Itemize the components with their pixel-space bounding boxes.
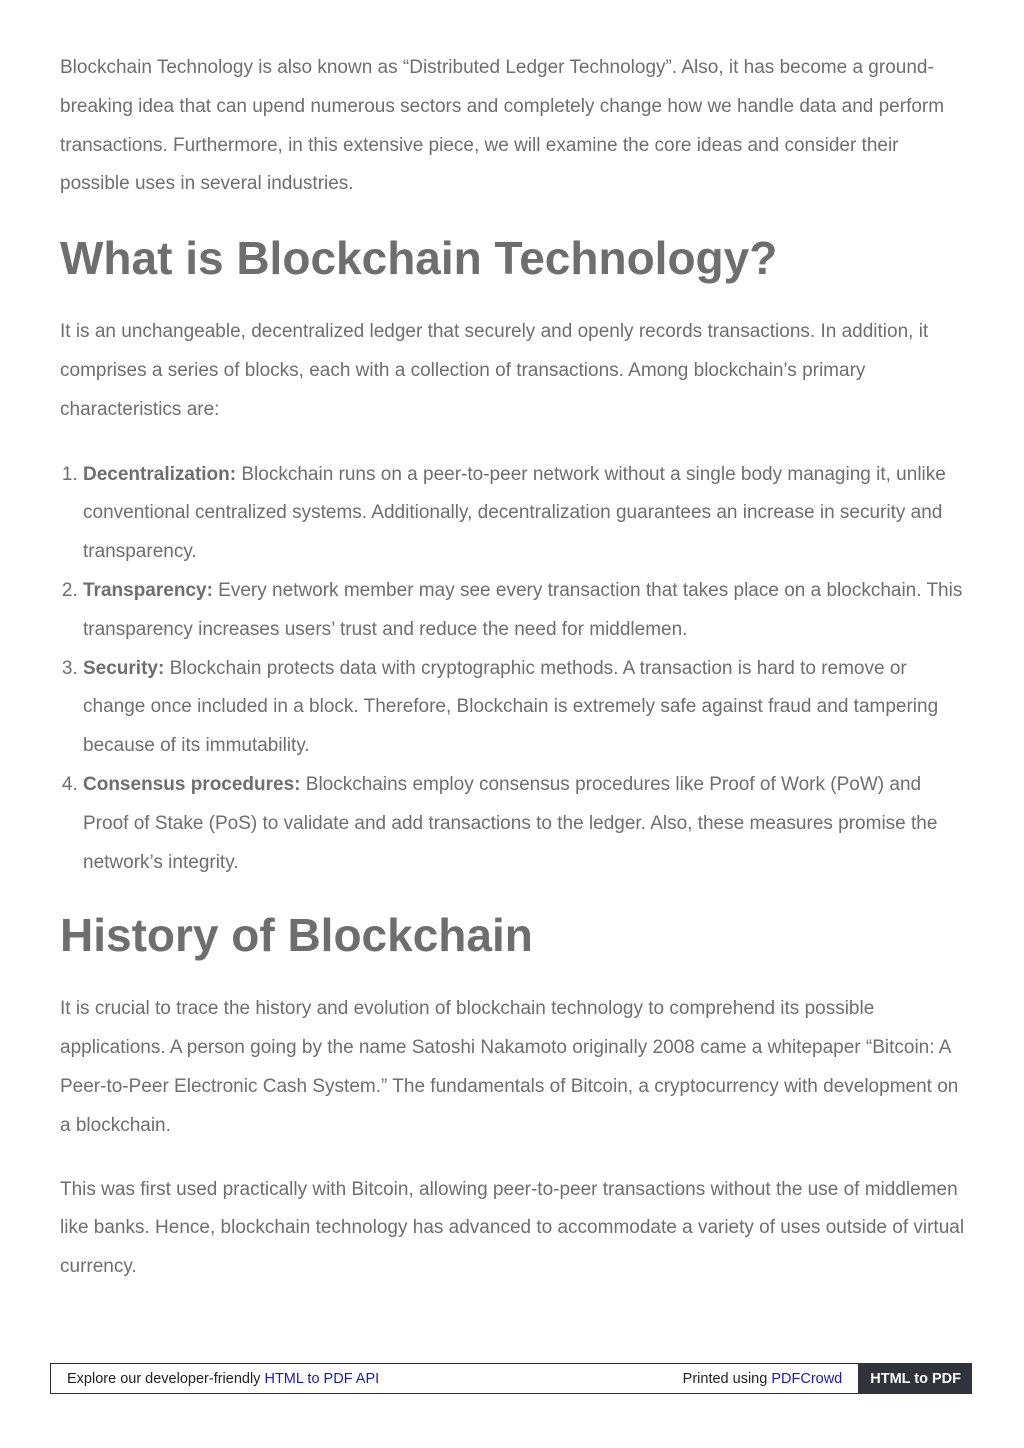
pdf-footer-bar [50, 1363, 972, 1394]
list-item-term: Security: [83, 657, 165, 679]
footer-printed-prefix: Printed using [682, 1370, 772, 1387]
characteristics-list [60, 456, 965, 883]
footer-explore-text [51, 1371, 683, 1387]
history-paragraph-2: This was first used practically with Bitcoin, allowing peer-to-peer transactions without the use of middlemen like banks. Hence, blockchain technology has advanced to accommodate a variety of uses outside of virtual currency. [60, 1178, 965, 1278]
list-item-text: Every network member may see every transaction that takes place on a blockchain. This transparency increases users’ trust and reduce the need for middlemen. [83, 579, 963, 640]
list-item-term: Transparency: [83, 579, 213, 601]
section-heading-history: History of Blockchain [60, 909, 533, 962]
list-item-text: Blockchain protects data with cryptographic methods. A transaction is hard to remove or change once included in a block. Therefore, Blockchain is extremely safe against fraud and tampering because of its immutability. [83, 657, 939, 757]
intro-paragraph: Blockchain Technology is also known as “Distributed Ledger Technology”. Also, it has become a ground-breaking idea that can upend numerous sectors and completely change how we handle data and perform transactions. Furthermore, in this extensive piece, we will examine the core ideas and consider their possible uses in several industries. [60, 57, 945, 195]
footer-explore-prefix: Explore our developer-friendly [67, 1370, 265, 1387]
pdfcrowd-link[interactable]: PDFCrowd [771, 1370, 843, 1387]
list-item-term: Decentralization: [83, 463, 237, 485]
html-to-pdf-button[interactable]: HTML to PDF [858, 1363, 972, 1394]
history-paragraph-1: It is crucial to trace the history and evolution of blockchain technology to comprehend its possible applications. A person going by the name Satoshi Nakamoto originally 2008 came a whitepaper “Bitcoin: A Peer-to-Peer Electronic Cash System.” The fundamentals of Bitcoin, a cryptocurrency with development on a blockchain. [60, 998, 959, 1136]
what-paragraph: It is an unchangeable, decentralized ledger that securely and openly records transactions. In addition, it comprises a series of blocks, each with a collection of transactions. Among blockchain’s primary characteristics are: [60, 321, 929, 420]
list-item [83, 650, 965, 766]
list-item [83, 766, 965, 882]
list-item [83, 456, 965, 572]
list-item-text: Blockchains employ consensus procedures like Proof of Work (PoW) and Proof of Stake (PoS) to validate and add transactions to the ledger. Also, these measures promise the network’s integrity. [83, 773, 938, 873]
list-item-term: Consensus procedures: [83, 773, 301, 795]
list-item [83, 572, 965, 650]
article-content [60, 49, 965, 1287]
html-to-pdf-api-link[interactable]: HTML to PDF API [264, 1370, 380, 1387]
list-item-text: Blockchain runs on a peer-to-peer network without a single body managing it, unlike conventional centralized systems. Additionally, decentralization guarantees an increase in security and transparency. [83, 463, 946, 563]
section-heading-what: What is Blockchain Technology? [60, 232, 778, 285]
footer-printed-text [683, 1371, 859, 1387]
